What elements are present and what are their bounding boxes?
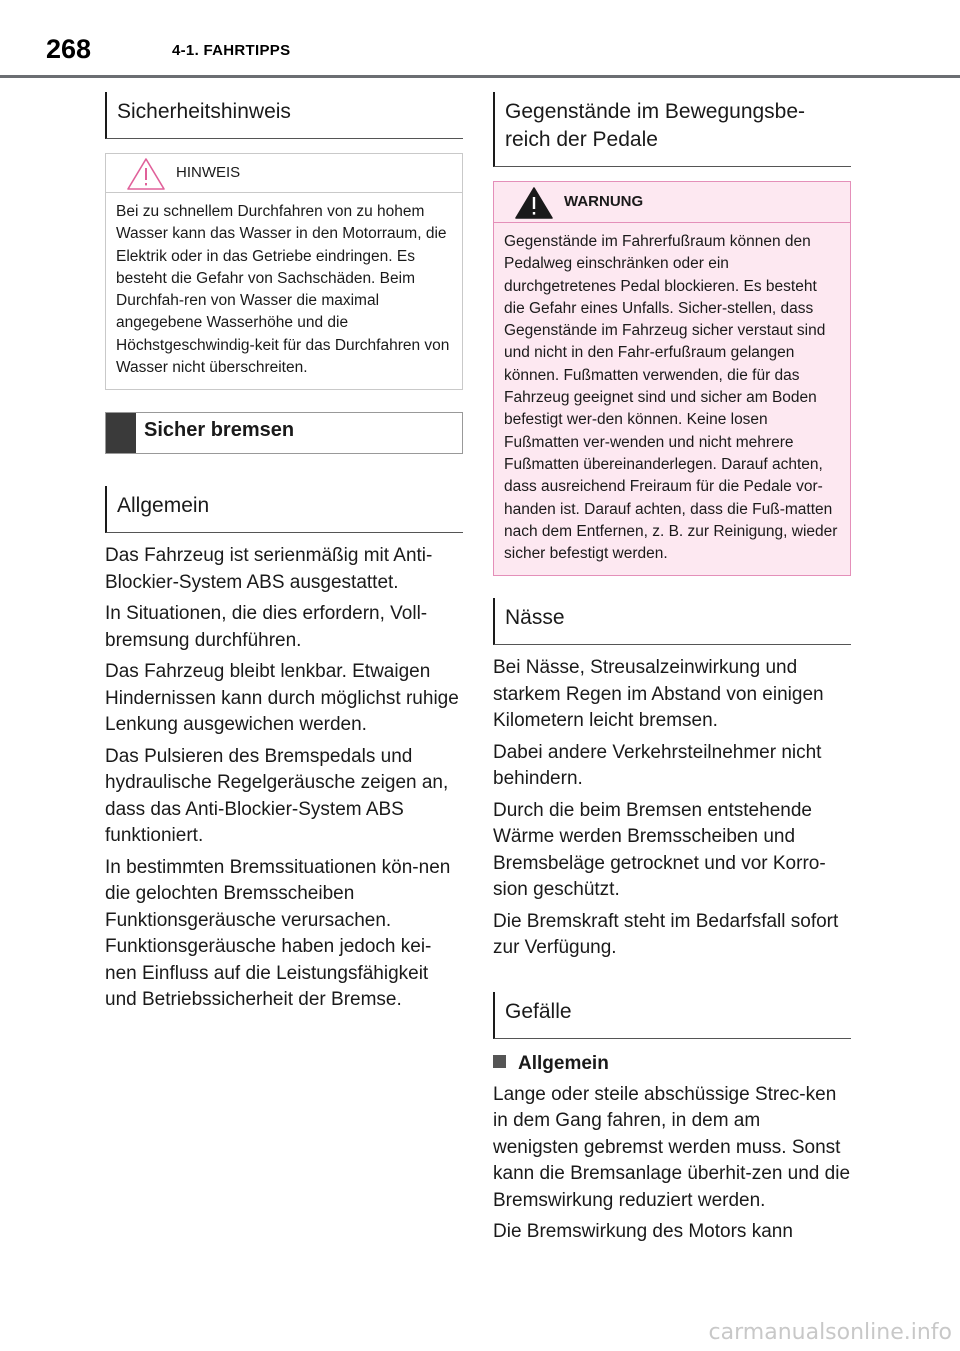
notice-header [106,154,462,193]
paragraph: Die Bremswirkung des Motors kann [493,1221,793,1243]
chapter-title: 4-1. FAHRTIPPS [172,42,291,59]
section-marker [106,413,136,453]
section-title: Sicher bremsen [144,419,295,442]
braking-text [105,543,463,1014]
paragraph: Die Bremskraft steht im Bedarfsfall sofort zur Verfügung. [493,910,839,959]
notice-text: Bei zu schnellem Durchfahren von zu hohem Wasser kann das Wasser in den Motorraum, die Elektrik oder in das Getriebe eindringen. Es besteht die Gefahr von Sachschäden. Beim Durchfah-ren von Wasser die maximal angegebene Wasserhöhe und die Höchstgeschwindig-keit für das Durchfahren von Wasser nicht überschreiten. [116,203,450,377]
paragraph: Das Pulsieren des Bremspedals und hydraulische Regelgeräusche zeigen an, dass das Anti-Blockier-System ABS funktioniert. [105,745,449,847]
square-bullet-icon [493,1055,506,1068]
slope-heading: Gefälle [493,992,851,1039]
paragraph: Durch die beim Bremsen entstehende Wärme werden Bremsscheiben und Bremsbeläge getrocknet und vor Korro-sion geschützt. [493,799,826,901]
warning-label: WARNUNG [564,193,644,210]
left-column [105,92,463,1019]
page-number: 268 [46,34,92,64]
caution-triangle-icon [126,157,166,196]
right-column [493,92,851,1251]
general-heading: Allgemein [105,486,463,533]
wet-heading: Nässe [493,598,851,645]
paragraph: Das Fahrzeug bleibt lenkbar. Etwaigen Hindernissen kann durch möglichst ruhige Lenkung ausgewichen werden. [105,661,459,736]
section-title-bar [105,412,463,454]
slope-subheading-text: Allgemein [518,1052,609,1074]
slope-subheading [493,1051,851,1077]
warning-text: Gegenstände im Fahrerfußraum können den Pedalweg einschränken oder ein durchgetretenes Pedal blockieren. Es besteht die Gefahr eines Unfalls. Sicher-stellen, dass Gegenstände im Fahrzeug sicher verstaut sind und nicht in den Fahr-erfußraum gelangen können. Fußmatten verwenden, die für das Fahrzeug geeignet sind und sicher am Boden befestigt wer-den können. Keine losen Fußmatten ver-wenden und nicht mehrere Fußmatten übereinanderlegen. Darauf achten, dass ausreichend Freiraum für die Pedale vor-handen ist. Darauf achten, dass die Fuß-matten nach dem Entfernen, z. B. zur Reinigung, wieder sicher befestigt werden. [504,233,838,563]
page-header [0,0,960,78]
paragraph: In bestimmten Bremssituationen kön-nen die gelochten Bremsscheiben Funktionsgeräusche verursachen. Funktionsgeräusche haben jedoch kei-nen Einfluss auf die Leistungsfähigkeit und Betriebssicherheit der Bremse. [105,856,451,1011]
warning-box [493,181,851,576]
warning-triangle-icon [514,186,554,225]
pedal-heading: Gegenstände im Bewegungsbe-reich der Pedale [493,92,851,167]
paragraph: Bei Nässe, Streusalzeinwirkung und starkem Regen im Abstand von einigen Kilometern leicht bremsen. [493,657,824,732]
paragraph: Das Fahrzeug ist serienmäßig mit Anti-Blockier-System ABS ausgestattet. [105,545,433,593]
wet-text [493,655,851,962]
safety-heading: Sicherheitshinweis [105,92,463,139]
paragraph: In Situationen, die dies erfordern, Voll-bremsung durchführen. [105,603,428,651]
watermark: carmanualsonline.info [708,1320,952,1345]
paragraph: Lange oder steile abschüssige Strec-ken in dem Gang fahren, in dem am wenigsten gebremst werden muss. Sonst kann die Bremsanlage überhit-zen und die Bremswirkung reduziert werden. [493,1083,851,1211]
warning-header [494,182,850,223]
notice-label: HINWEIS [176,164,241,181]
paragraph: Dabei andere Verkehrsteilnehmer nicht behindern. [493,741,822,790]
notice-box [105,153,463,390]
